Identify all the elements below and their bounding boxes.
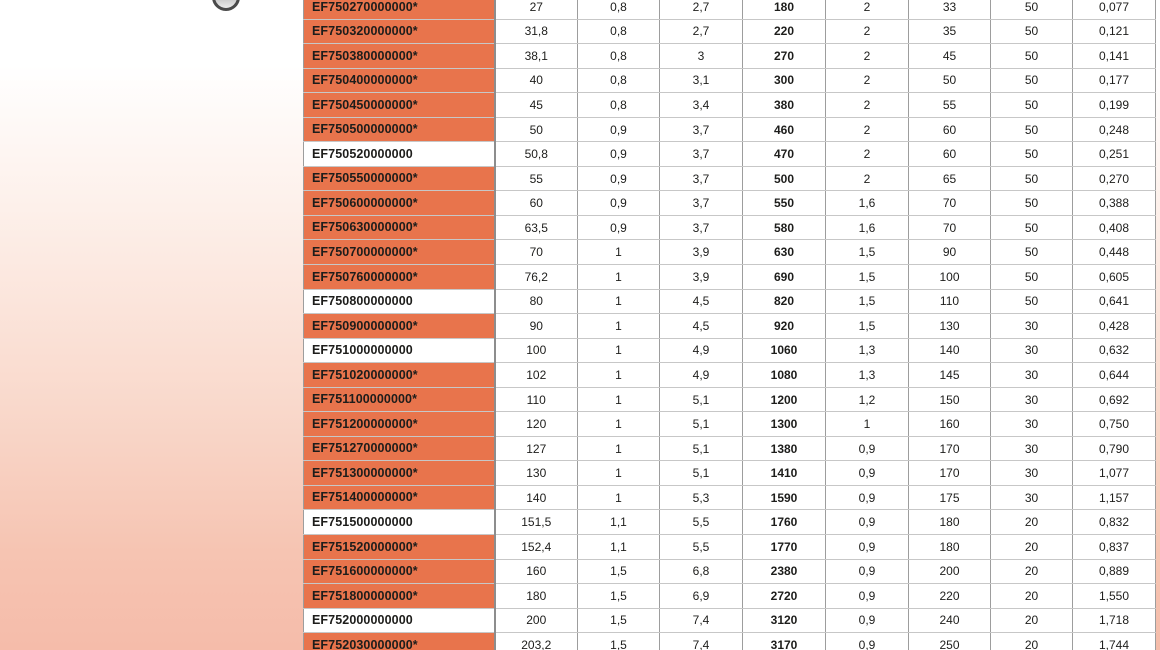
value-cell: 1,6 [826, 191, 909, 216]
value-cell: 2 [826, 44, 909, 69]
value-cell: 170 [909, 461, 991, 486]
product-table [303, 0, 1156, 650]
value-cell: 30 [991, 387, 1073, 412]
value-cell: 80 [495, 289, 578, 314]
part-number-cell: EF750320000000* [304, 19, 495, 44]
value-cell: 1,5 [826, 240, 909, 265]
value-cell: 180 [909, 510, 991, 535]
value-cell: 70 [495, 240, 578, 265]
part-number-cell: EF751400000000* [304, 485, 495, 510]
value-cell: 200 [909, 559, 991, 584]
value-cell: 50 [991, 19, 1073, 44]
value-cell: 270 [743, 44, 826, 69]
value-cell: 130 [495, 461, 578, 486]
value-cell: 2,7 [660, 0, 743, 19]
value-cell: 0,077 [1073, 0, 1156, 19]
value-cell: 50 [991, 191, 1073, 216]
value-cell: 70 [909, 191, 991, 216]
value-cell: 140 [495, 485, 578, 510]
value-cell: 90 [909, 240, 991, 265]
value-cell: 0,428 [1073, 314, 1156, 339]
value-cell: 151,5 [495, 510, 578, 535]
table-row [304, 265, 1156, 290]
part-number-cell: EF751800000000* [304, 584, 495, 609]
value-cell: 50 [909, 68, 991, 93]
value-cell: 4,9 [660, 363, 743, 388]
value-cell: 45 [495, 93, 578, 118]
value-cell: 4,5 [660, 314, 743, 339]
value-cell: 50 [991, 166, 1073, 191]
value-cell: 0,121 [1073, 19, 1156, 44]
value-cell: 7,4 [660, 633, 743, 650]
value-cell: 0,9 [578, 191, 660, 216]
value-cell: 1,550 [1073, 584, 1156, 609]
value-cell: 30 [991, 436, 1073, 461]
value-cell: 102 [495, 363, 578, 388]
value-cell: 1 [578, 314, 660, 339]
value-cell: 6,9 [660, 584, 743, 609]
value-cell: 5,5 [660, 535, 743, 560]
value-cell: 0,270 [1073, 166, 1156, 191]
part-number-cell: EF750500000000* [304, 117, 495, 142]
part-number-cell: EF751200000000* [304, 412, 495, 437]
round-knob-icon [212, 0, 240, 11]
value-cell: 7,4 [660, 608, 743, 633]
value-cell: 180 [495, 584, 578, 609]
value-cell: 5,5 [660, 510, 743, 535]
value-cell: 1,157 [1073, 485, 1156, 510]
value-cell: 2 [826, 117, 909, 142]
table-row [304, 510, 1156, 535]
value-cell: 1,5 [578, 633, 660, 650]
value-cell: 3,7 [660, 166, 743, 191]
value-cell: 5,1 [660, 387, 743, 412]
value-cell: 0,8 [578, 19, 660, 44]
table-row [304, 608, 1156, 633]
value-cell: 30 [991, 461, 1073, 486]
value-cell: 50 [991, 68, 1073, 93]
value-cell: 20 [991, 559, 1073, 584]
table-row [304, 289, 1156, 314]
value-cell: 1 [578, 338, 660, 363]
value-cell: 50 [991, 240, 1073, 265]
value-cell: 0,790 [1073, 436, 1156, 461]
value-cell: 0,8 [578, 44, 660, 69]
value-cell: 1,1 [578, 510, 660, 535]
value-cell: 160 [495, 559, 578, 584]
table-row [304, 633, 1156, 650]
value-cell: 5,1 [660, 412, 743, 437]
part-number-cell: EF751100000000* [304, 387, 495, 412]
value-cell: 2 [826, 166, 909, 191]
value-cell: 203,2 [495, 633, 578, 650]
value-cell: 1,5 [826, 314, 909, 339]
value-cell: 1410 [743, 461, 826, 486]
value-cell: 1 [578, 485, 660, 510]
value-cell: 100 [909, 265, 991, 290]
value-cell: 820 [743, 289, 826, 314]
value-cell: 30 [991, 485, 1073, 510]
table-row [304, 240, 1156, 265]
value-cell: 27 [495, 0, 578, 19]
value-cell: 1 [578, 289, 660, 314]
table-row [304, 19, 1156, 44]
value-cell: 1 [578, 387, 660, 412]
value-cell: 60 [909, 142, 991, 167]
value-cell: 2 [826, 0, 909, 19]
value-cell: 1,3 [826, 338, 909, 363]
part-number-cell: EF750800000000 [304, 289, 495, 314]
table-row [304, 93, 1156, 118]
value-cell: 0,9 [826, 633, 909, 650]
value-cell: 240 [909, 608, 991, 633]
value-cell: 0,448 [1073, 240, 1156, 265]
value-cell: 3,7 [660, 117, 743, 142]
value-cell: 4,5 [660, 289, 743, 314]
value-cell: 70 [909, 215, 991, 240]
value-cell: 60 [909, 117, 991, 142]
value-cell: 50,8 [495, 142, 578, 167]
value-cell: 3,7 [660, 191, 743, 216]
value-cell: 3170 [743, 633, 826, 650]
value-cell: 20 [991, 584, 1073, 609]
value-cell: 20 [991, 633, 1073, 650]
value-cell: 0,8 [578, 68, 660, 93]
value-cell: 0,9 [826, 510, 909, 535]
table-row [304, 338, 1156, 363]
value-cell: 50 [991, 142, 1073, 167]
value-cell: 2 [826, 93, 909, 118]
value-cell: 20 [991, 510, 1073, 535]
value-cell: 3,4 [660, 93, 743, 118]
part-number-cell: EF750380000000* [304, 44, 495, 69]
value-cell: 380 [743, 93, 826, 118]
part-number-cell: EF751600000000* [304, 559, 495, 584]
value-cell: 250 [909, 633, 991, 650]
value-cell: 0,9 [826, 485, 909, 510]
value-cell: 1,2 [826, 387, 909, 412]
value-cell: 4,9 [660, 338, 743, 363]
table-row [304, 215, 1156, 240]
table-row [304, 535, 1156, 560]
part-number-cell: EF750600000000* [304, 191, 495, 216]
value-cell: 50 [495, 117, 578, 142]
value-cell: 0,9 [578, 215, 660, 240]
value-cell: 2380 [743, 559, 826, 584]
value-cell: 1,744 [1073, 633, 1156, 650]
part-number-cell: EF750700000000* [304, 240, 495, 265]
table-row [304, 412, 1156, 437]
value-cell: 1 [578, 363, 660, 388]
value-cell: 33 [909, 0, 991, 19]
part-number-cell: EF752030000000* [304, 633, 495, 650]
table-row [304, 44, 1156, 69]
value-cell: 0,199 [1073, 93, 1156, 118]
value-cell: 0,408 [1073, 215, 1156, 240]
value-cell: 30 [991, 314, 1073, 339]
value-cell: 5,1 [660, 436, 743, 461]
value-cell: 220 [909, 584, 991, 609]
part-number-cell: EF751270000000* [304, 436, 495, 461]
value-cell: 120 [495, 412, 578, 437]
value-cell: 1 [826, 412, 909, 437]
value-cell: 76,2 [495, 265, 578, 290]
value-cell: 50 [991, 289, 1073, 314]
value-cell: 50 [991, 117, 1073, 142]
value-cell: 3 [660, 44, 743, 69]
value-cell: 65 [909, 166, 991, 191]
value-cell: 180 [743, 0, 826, 19]
table-row [304, 68, 1156, 93]
value-cell: 170 [909, 436, 991, 461]
value-cell: 200 [495, 608, 578, 633]
table-row [304, 485, 1156, 510]
value-cell: 0,9 [826, 436, 909, 461]
value-cell: 0,9 [578, 117, 660, 142]
value-cell: 1,3 [826, 363, 909, 388]
part-number-cell: EF751020000000* [304, 363, 495, 388]
value-cell: 0,9 [826, 584, 909, 609]
value-cell: 35 [909, 19, 991, 44]
part-number-cell: EF750400000000* [304, 68, 495, 93]
value-cell: 0,9 [826, 608, 909, 633]
value-cell: 127 [495, 436, 578, 461]
value-cell: 1,718 [1073, 608, 1156, 633]
value-cell: 1,5 [578, 608, 660, 633]
value-cell: 31,8 [495, 19, 578, 44]
value-cell: 0,644 [1073, 363, 1156, 388]
value-cell: 63,5 [495, 215, 578, 240]
value-cell: 630 [743, 240, 826, 265]
value-cell: 0,837 [1073, 535, 1156, 560]
value-cell: 0,177 [1073, 68, 1156, 93]
value-cell: 160 [909, 412, 991, 437]
value-cell: 690 [743, 265, 826, 290]
value-cell: 38,1 [495, 44, 578, 69]
value-cell: 460 [743, 117, 826, 142]
value-cell: 300 [743, 68, 826, 93]
value-cell: 0,692 [1073, 387, 1156, 412]
value-cell: 2720 [743, 584, 826, 609]
value-cell: 3120 [743, 608, 826, 633]
value-cell: 1,5 [578, 584, 660, 609]
value-cell: 500 [743, 166, 826, 191]
value-cell: 1770 [743, 535, 826, 560]
value-cell: 3,9 [660, 240, 743, 265]
part-number-cell: EF751000000000 [304, 338, 495, 363]
value-cell: 3,7 [660, 215, 743, 240]
value-cell: 0,9 [826, 535, 909, 560]
table-row [304, 559, 1156, 584]
value-cell: 0,605 [1073, 265, 1156, 290]
part-number-cell: EF751300000000* [304, 461, 495, 486]
value-cell: 1,6 [826, 215, 909, 240]
value-cell: 0,8 [578, 0, 660, 19]
value-cell: 110 [495, 387, 578, 412]
table-row [304, 387, 1156, 412]
value-cell: 1200 [743, 387, 826, 412]
value-cell: 0,9 [578, 142, 660, 167]
value-cell: 2 [826, 19, 909, 44]
value-cell: 3,9 [660, 265, 743, 290]
value-cell: 0,9 [826, 461, 909, 486]
part-number-cell: EF750270000000* [304, 0, 495, 19]
value-cell: 30 [991, 363, 1073, 388]
value-cell: 580 [743, 215, 826, 240]
value-cell: 0,8 [578, 93, 660, 118]
value-cell: 1,1 [578, 535, 660, 560]
part-number-cell: EF750450000000* [304, 93, 495, 118]
table-row [304, 436, 1156, 461]
value-cell: 50 [991, 265, 1073, 290]
value-cell: 0,641 [1073, 289, 1156, 314]
value-cell: 0,889 [1073, 559, 1156, 584]
value-cell: 6,8 [660, 559, 743, 584]
part-number-cell: EF750550000000* [304, 166, 495, 191]
part-number-cell: EF751500000000 [304, 510, 495, 535]
value-cell: 100 [495, 338, 578, 363]
value-cell: 50 [991, 215, 1073, 240]
value-cell: 1,077 [1073, 461, 1156, 486]
value-cell: 1590 [743, 485, 826, 510]
value-cell: 1060 [743, 338, 826, 363]
value-cell: 145 [909, 363, 991, 388]
part-number-cell: EF751520000000* [304, 535, 495, 560]
table-row [304, 584, 1156, 609]
value-cell: 140 [909, 338, 991, 363]
value-cell: 2 [826, 68, 909, 93]
value-cell: 220 [743, 19, 826, 44]
value-cell: 0,632 [1073, 338, 1156, 363]
value-cell: 0,251 [1073, 142, 1156, 167]
value-cell: 1 [578, 461, 660, 486]
value-cell: 130 [909, 314, 991, 339]
value-cell: 920 [743, 314, 826, 339]
value-cell: 1 [578, 412, 660, 437]
table-row [304, 191, 1156, 216]
value-cell: 20 [991, 608, 1073, 633]
value-cell: 550 [743, 191, 826, 216]
part-number-cell: EF750900000000* [304, 314, 495, 339]
value-cell: 1,5 [826, 265, 909, 290]
part-number-cell: EF750520000000 [304, 142, 495, 167]
value-cell: 3,1 [660, 68, 743, 93]
brand-logo-icon [15, 0, 79, 11]
value-cell: 152,4 [495, 535, 578, 560]
value-cell: 0,388 [1073, 191, 1156, 216]
value-cell: 1 [578, 436, 660, 461]
value-cell: 0,9 [826, 559, 909, 584]
value-cell: 0,832 [1073, 510, 1156, 535]
table-row [304, 166, 1156, 191]
value-cell: 1 [578, 240, 660, 265]
value-cell: 50 [991, 44, 1073, 69]
value-cell: 1,5 [826, 289, 909, 314]
table-row [304, 0, 1156, 19]
value-cell: 55 [495, 166, 578, 191]
value-cell: 1 [578, 265, 660, 290]
table-row [304, 363, 1156, 388]
value-cell: 5,3 [660, 485, 743, 510]
value-cell: 2,7 [660, 19, 743, 44]
value-cell: 175 [909, 485, 991, 510]
value-cell: 150 [909, 387, 991, 412]
value-cell: 0,750 [1073, 412, 1156, 437]
value-cell: 470 [743, 142, 826, 167]
value-cell: 50 [991, 93, 1073, 118]
value-cell: 50 [991, 0, 1073, 19]
value-cell: 2 [826, 142, 909, 167]
part-number-cell: EF752000000000 [304, 608, 495, 633]
table-row [304, 117, 1156, 142]
value-cell: 40 [495, 68, 578, 93]
value-cell: 20 [991, 535, 1073, 560]
value-cell: 110 [909, 289, 991, 314]
part-number-cell: EF750630000000* [304, 215, 495, 240]
table-row [304, 461, 1156, 486]
value-cell: 0,248 [1073, 117, 1156, 142]
product-table-body [304, 0, 1156, 650]
value-cell: 30 [991, 412, 1073, 437]
value-cell: 0,9 [578, 166, 660, 191]
value-cell: 55 [909, 93, 991, 118]
value-cell: 3,7 [660, 142, 743, 167]
part-number-cell: EF750760000000* [304, 265, 495, 290]
value-cell: 0,141 [1073, 44, 1156, 69]
value-cell: 1080 [743, 363, 826, 388]
value-cell: 5,1 [660, 461, 743, 486]
value-cell: 1,5 [578, 559, 660, 584]
value-cell: 90 [495, 314, 578, 339]
value-cell: 1300 [743, 412, 826, 437]
value-cell: 1380 [743, 436, 826, 461]
value-cell: 180 [909, 535, 991, 560]
value-cell: 30 [991, 338, 1073, 363]
table-row [304, 142, 1156, 167]
value-cell: 1760 [743, 510, 826, 535]
table-row [304, 314, 1156, 339]
value-cell: 60 [495, 191, 578, 216]
value-cell: 45 [909, 44, 991, 69]
